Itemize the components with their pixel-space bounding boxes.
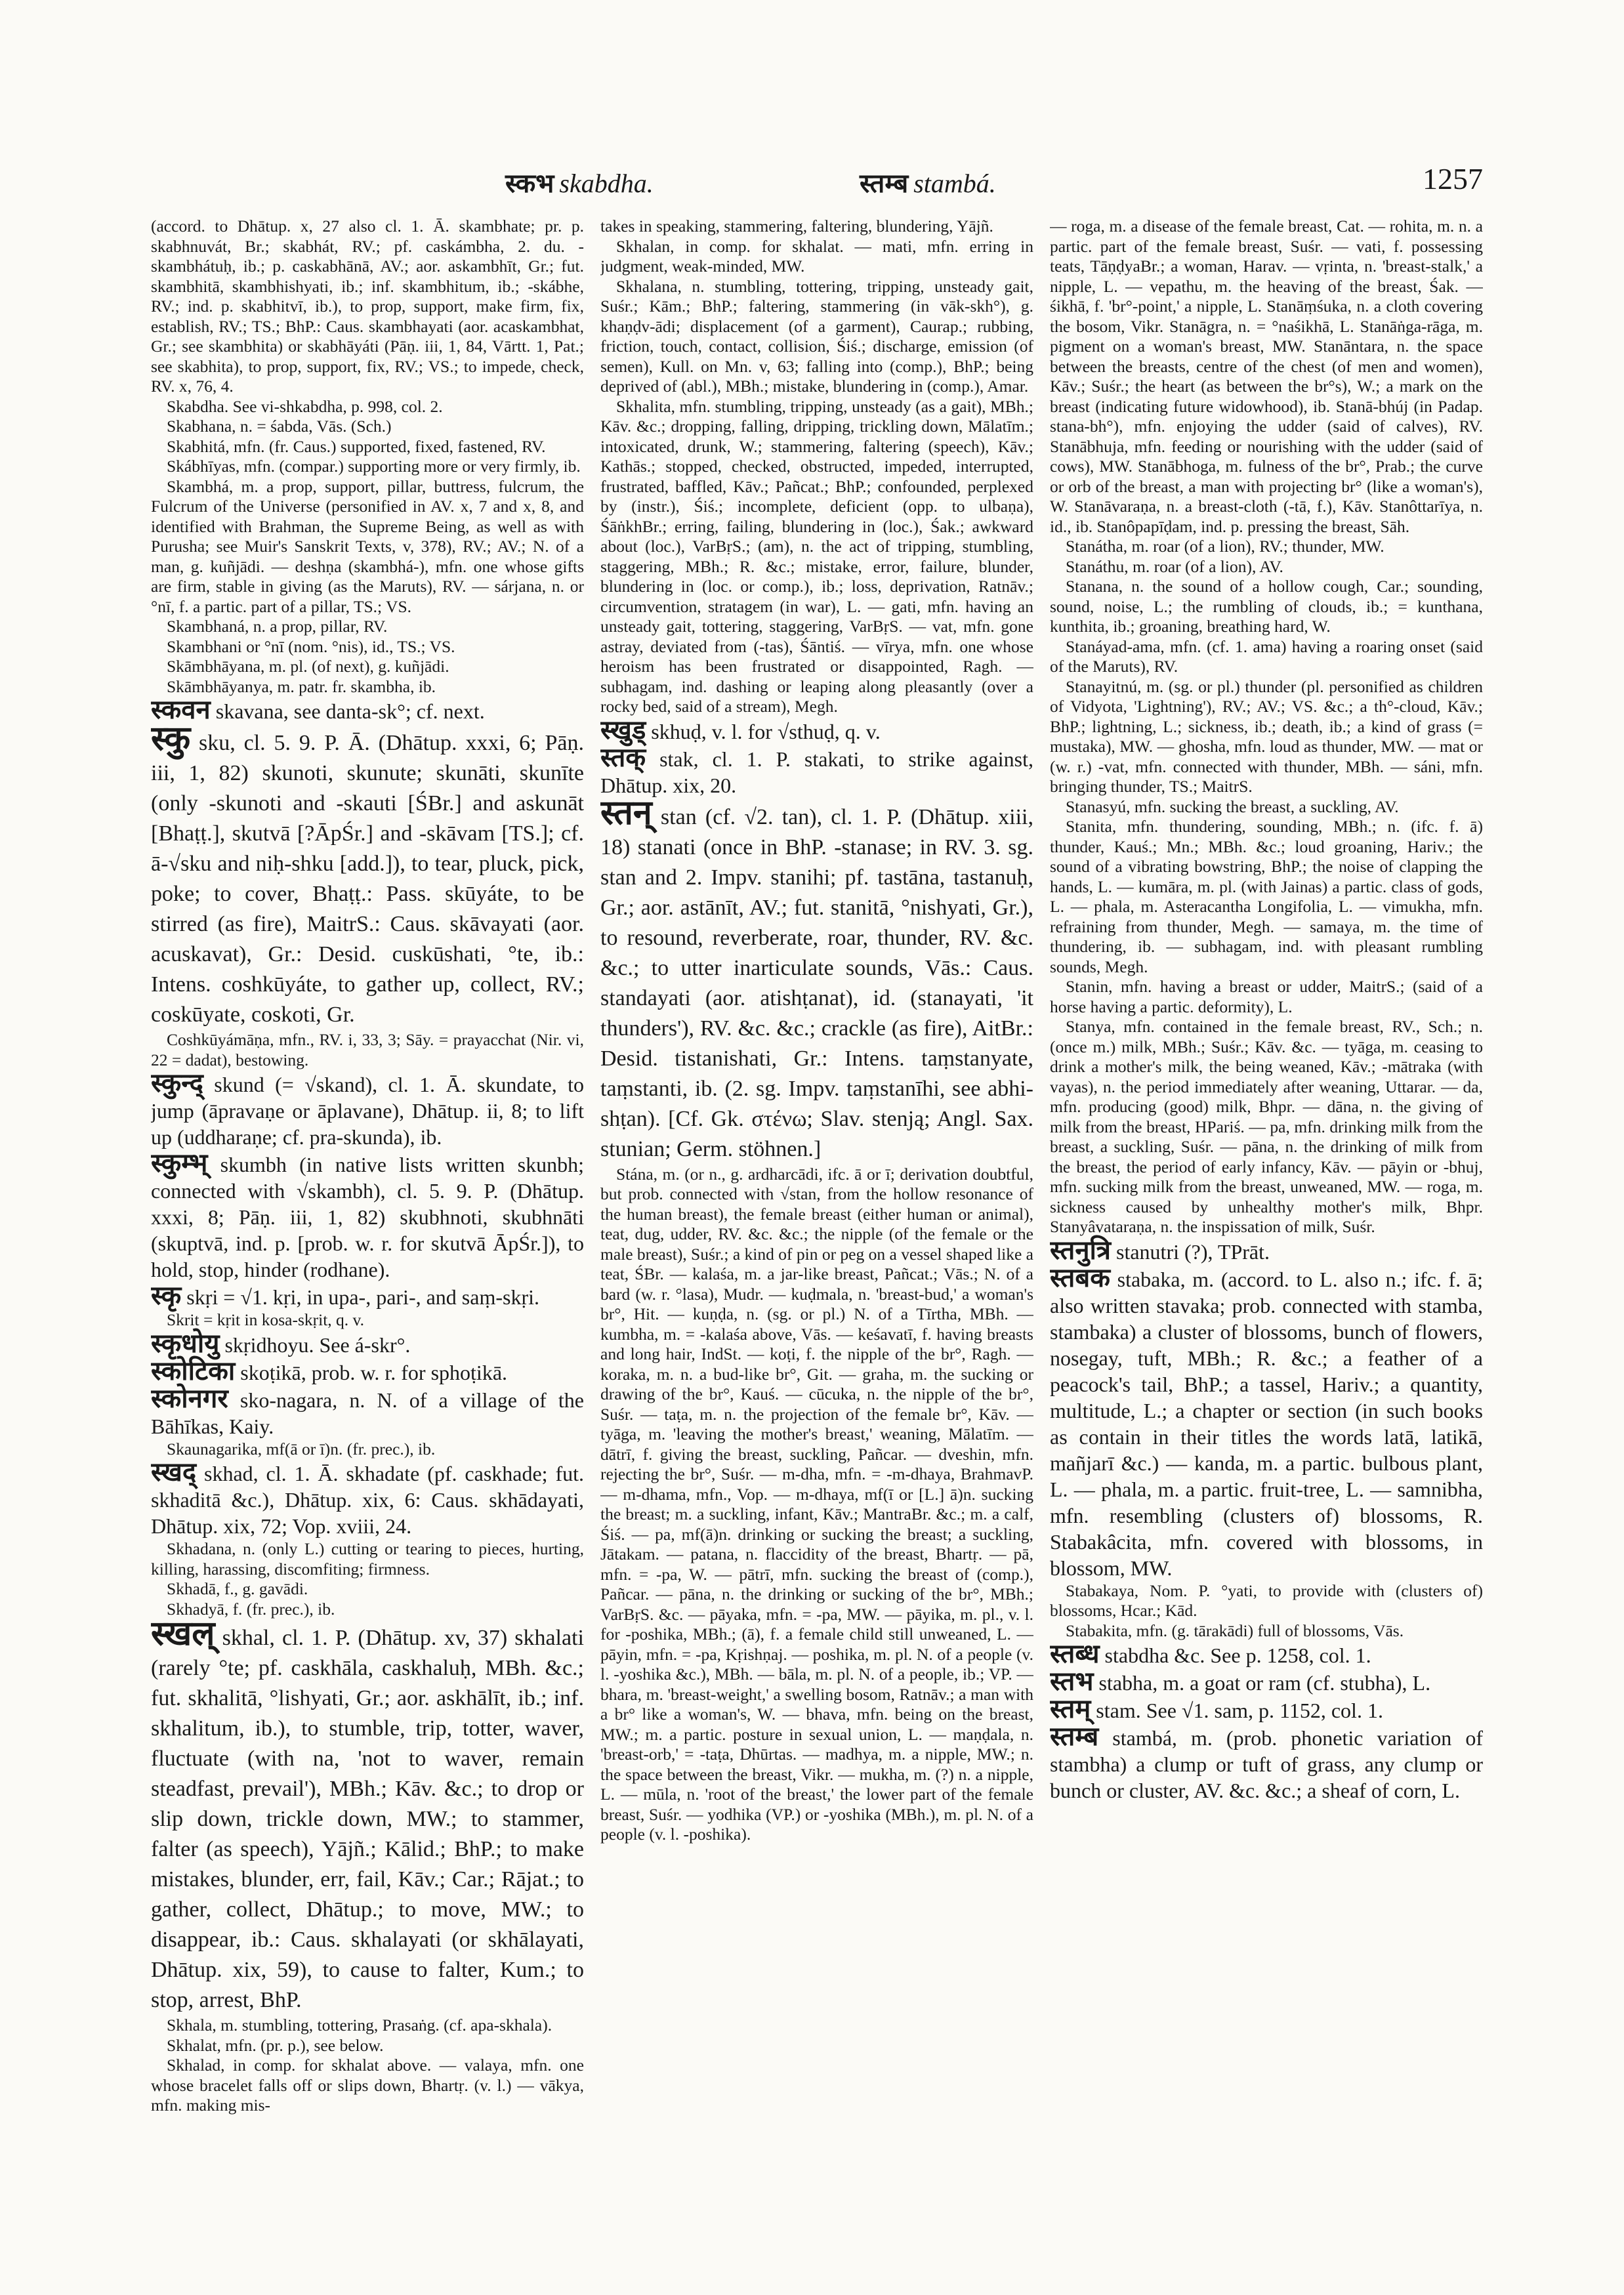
entry-text: Skhalad, in comp. for skhalat above. — valaya, mfn. one whose bracelet falls off or slips down, Bhartṛ. (v. l.) — vākya, mfn. making mis- [151,2056,584,2115]
dictionary-entry [151,720,584,1030]
dictionary-entry [151,2016,584,2036]
entry-text: Skabhitá, mfn. (fr. Caus.) supported, fixed, fastened, RV. [167,436,546,456]
page-number: 1257 [1423,162,1483,196]
dictionary-entry [1050,797,1483,817]
entry-headword-devanagari: स्कोनगर [151,1383,228,1413]
center-headword-latin: stambá. [913,169,996,198]
entry-text: stam. See √1. sam, p. 1152, col. 1. [1091,1699,1383,1722]
entry-headword-devanagari: स्तनुत्रि [1050,1235,1111,1265]
left-headword [505,164,654,200]
entry-text: skhad, cl. 1. Ā. skhadate (pf. caskhade; fut. skhaditā &c.), Dhātup. xix, 6: Caus. skhādayati, Dhātup. xix, 72; Vop. xviii, 24. [151,1462,584,1538]
entry-text: skṛidhoyu. See á-skr°. [219,1333,411,1357]
dictionary-entry [151,617,584,637]
entry-text: skavana, see danta-sk°; cf. next. [210,699,485,723]
dictionary-entry [600,1165,1033,1845]
dictionary-entry [600,397,1033,717]
column-3 [1050,217,1483,2264]
entry-headword-devanagari: स्कृ [151,1281,182,1310]
dictionary-entry [151,477,584,617]
dictionary-entry [151,1615,584,2016]
column-2 [600,217,1033,2264]
entry-text: Stabakita, mfn. (g. tārakādi) full of blossoms, Vās. [1066,1621,1404,1640]
dictionary-entry [600,714,1033,745]
center-headword-devanagari: स्तम्ब [860,169,909,198]
entry-text: stak, cl. 1. P. stakati, to strike against, Dhātup. xix, 20. [600,747,1033,797]
dictionary-entry [151,1283,584,1310]
entry-headword-devanagari: स्कु [151,720,191,758]
entry-text: Skabhana, n. = śabda, Vās. (Sch.) [167,417,392,436]
entry-headword-devanagari: स्खद् [151,1457,197,1487]
dictionary-entry [151,1310,584,1331]
dictionary-entry [1050,1724,1483,1804]
entry-text: stambá, m. (prob. phonetic variation of stambha) a clump or tuft of grass, any clump or bunch or cluster, AV. &c. &c.; a sheaf of corn, L. [1050,1726,1483,1802]
entry-text: Skhalan, in comp. for skhalat. — mati, mfn. erring in judgment, weak-minded, MW. [600,236,1033,276]
dictionary-entry [1050,1237,1483,1265]
entry-text: Skhadana, n. (only L.) cutting or tearing to pieces, hurting, killing, harassing, discomfiting; firmness. [151,1539,584,1579]
dictionary-entry [1050,977,1483,1017]
entry-text: Skāmbhāyanya, m. patr. fr. skambha, ib. [167,676,436,696]
dictionary-entry [151,657,584,677]
entry-text: sku, cl. 5. 9. P. Ā. (Dhātup. xxxi, 6; Pāṇ. iii, 1, 82) skunoti, skunute; skunāti, skunīte (only -skunoti and -skauti [ŚBr.] and askunāt [Bhaṭṭ.], skutvā [?ĀpŚr.] and -skāvam [TS.]; cf. ā-√sku and niḥ-shku [add.]), to tear, pluck, pick, poke; to cover, Bhaṭṭ.: Pass. skūyáte, to be stirred (as fire), MaitrS.: Caus. skāvayati (aor. acuskavat), Gr.: Desid. cuskūshati, °te, ib.: Intens. coshkūyáte, to gather up, collect, RV.; coskūyate, coskoti, Gr. [151,731,584,1027]
entry-text: Stanita, mfn. thundering, sounding, MBh.; n. (ifc. f. ā) thunder, Kauś.; Mn.; MBh. &c.; loud groaning, Hariv.; the sound of a vibrating bowstring, BhP.; the noise of clapping the hands, L. — kumāra, m. pl. (with Jainas) a partic. class of gods, L. — phala, m. Asteracantha Longifolia, L. — vimukha, mfn. refraining from thunder, Megh. — samaya, m. the time of thundering, ib. — subhagam, ind. with pleasant rumbling sounds, Megh. [1050,817,1483,976]
entry-text: skumbh (in native lists written skunbh; connected with √skambh), cl. 5. 9. P. (Dhātup. xxxi, 8; Pāṇ. iii, 1, 82) skubhnoti, skubhnāti (skuptvā, ind. p. [prob. w. r. for skutvā ĀpŚr.]), to hold, stop, hinder (rodhane). [151,1153,584,1281]
dictionary-entry [1050,637,1483,677]
entry-text: takes in speaking, stammering, faltering, blundering, Yājñ. [600,217,993,236]
entry-text: Stanátha, m. roar (of a lion), RV.; thunder, MW. [1066,537,1385,556]
dictionary-entry [600,237,1033,277]
entry-text: Skambhani or °nī (nom. °nis), id., TS.; VS. [167,636,455,656]
entry-text: stabdha &c. See p. 1258, col. 1. [1099,1644,1371,1667]
entry-text: Skhadyā, f. (fr. prec.), ib. [167,1599,335,1619]
entry-text: Skaunagarika, mf(ā or ī)n. (fr. prec.), ib. [167,1439,436,1458]
dictionary-entry [1050,1581,1483,1621]
entry-text: Skāmbhāyana, m. pl. (of next), g. kuñjādi. [167,657,449,676]
dictionary-entry [151,1328,584,1358]
entry-text: Skhala, m. stumbling, tottering, Prasaṅg. (cf. apa-skhala). [167,2016,552,2035]
dictionary-entry [151,1383,584,1439]
dictionary-entry [600,277,1033,397]
entry-headword-devanagari: स्तबक [1050,1262,1110,1292]
dictionary-entry [151,437,584,457]
dictionary-entry [1050,217,1483,537]
entry-text: sko-nagara, n. N. of a village of the Bāhīkas, Kaiy. [151,1388,584,1438]
dictionary-entry [151,2056,584,2116]
dictionary-entry [151,637,584,657]
dictionary-entry [151,1030,584,1070]
dictionary-entry [1050,1668,1483,1696]
entry-text: skṛi = √1. kṛi, in upa-, pari-, and saṃ-skṛi. [181,1285,539,1309]
entry-text: skund (= √skand), cl. 1. Ā. skundate, to jump (āpravaṇe or āplavane), Dhātup. ii, 8; to lift up (uddharaṇe; cf. pra-skunda), ib. [151,1073,584,1149]
dictionary-entry [151,1070,584,1150]
dictionary-entry [1050,1641,1483,1668]
entry-text: Skábhīyas, mfn. (compar.) supporting more or very firmly, ib. [167,457,581,476]
entry-text: stan (cf. √2. tan), cl. 1. P. (Dhātup. xiii, 18) stanati (once in BhP. -stanase; in RV. 3. sg. stan and 2. Impv. stanihi; pf. tastāna, tastanuḥ, Gr.; aor. astānīt, AV.; fut. stanitā, °nishyati, Gr.), to resound, reverberate, roar, thunder, RV. &c. &c.; to utter inarticulate sounds, Vās.: Caus. standayati (aor. atishṭanat), id. (stanayati, 'it thunders'), RV. &c. &c.; crackle (as fire), AitBr.: Desid. tistanishati, Gr.: Intens. taṃstanyate, taṃstanti, ib. (2. sg. Impv. taṃstanīhi, see abhi-shṭan). [Cf. Gk. στένω; Slav. stenją; Angl. Sax. stunian; Germ. stöhnen.] [600,804,1033,1161]
entry-headword-devanagari: स्कुम्भ् [151,1148,208,1178]
entry-text: Stanana, n. the sound of a hollow cough, Car.; sounding, sound, noise, L.; the rumbling of clouds, ib.; = kunthana, kunthita, ib.; groaning, breathing hard, W. [1050,577,1483,636]
entry-headword-devanagari: स्कृधोयु [151,1328,220,1358]
entry-headword-devanagari: स्कुन्द् [151,1068,203,1098]
entry-text: skoṭikā, prob. w. r. for sphoṭikā. [235,1360,508,1384]
entry-headword-devanagari: स्तक् [600,742,646,772]
dictionary-entry [1050,537,1483,557]
dictionary-entry [151,397,584,417]
dictionary-entry [151,2036,584,2056]
dictionary-entry [1050,1262,1483,1581]
left-headword-devanagari: स्कभ [505,169,554,198]
dictionary-entry [1050,1696,1483,1724]
entry-text: Skabdha. See vi-shkabdha, p. 998, col. 2. [167,396,443,416]
dictionary-entry [151,677,584,697]
dictionary-entry [600,217,1033,237]
entry-text: Stanasyú, mfn. sucking the breast, a suckling, AV. [1066,796,1399,816]
entry-headword-devanagari: स्तन् [600,794,652,832]
entry-text: Skrit = kṛit in kosa-skṛit, q. v. [167,1310,365,1329]
entry-text: (accord. to Dhātup. x, 27 also cl. 1. Ā. skambhate; pr. p. skabhnuvát, Br.; skabhát, RV.; pf. caskámbha, 2. du. -skambhátuḥ, ib.; p. caskabhānā, AV.; aor. askambhīt, Gr.; fut. skambhitā, skambhishyati, ib.; inf. skambhitum, ib.; -skábhe, RV.; ind. p. skabhitvī, ib.), to prop, support, make firm, fix, establish, RV.; TS.; BhP.: Caus. skambhayati (aor. acaskambhat, Gr.; see skambhita) or skabhāyáti (Pāṇ. iii, 1, 84, Vārtt. 1, Pat.; see skabhita), to prop, support, fix, RV.; VS.; to impede, check, RV. x, 76, 4. [151,217,584,396]
entry-text: Stanayitnú, m. (sg. or pl.) thunder (pl. personified as children of Vidyota, 'Lightning'), RV.; AV.; VS. &c.; a th°-cloud, Kāv.; BhP.; lightning, L.; sickness, ib.; death, ib.; a kind of grass (= mustaka), MW. — ghosha, mfn. loud as thunder, MW. — mat or (w. r.) -vat, mfn. connected with thunder, MBh. — sáni, mfn. bringing thunder, TS.; MaitrS. [1050,676,1483,796]
dictionary-entry [151,1150,584,1283]
entry-text: Skhadā, f., g. gavādi. [167,1579,308,1598]
entry-text: Skambhaná, n. a prop, pillar, RV. [167,617,388,636]
entry-headword-devanagari: स्खल् [151,1615,215,1653]
entry-text: Skhalita, mfn. stumbling, tripping, unsteady (as a gait), MBh.; Kāv. &c.; dropping, falling, dripping, trickling down, Mālatīm.; intoxicated, drunk, W.; stammering, faltering (speech), Kāv.; Kathās.; stopped, checked, obstructed, impeded, interrupted, frustrated, baffled, Kāv.; Pañcat.; BhP.; confounded, perplexed by (instr.), Śiś.; incomplete, deficient (opp. to ulbaṇa), ŚāṅkhBr.; erring, failing, blundering in (loc.), Śak.; awkward about (loc.), VarBṛS.; (am), n. the act of tripping, stumbling, staggering, MBh.; R. &c.; mistake, error, failure, blunder, blundering in (loc. or comp.), ib.; loss, deprivation, Ratnāv.; circumvention, stratagem (in war), L. — gati, mfn. having an unsteady gait, tottering, staggering, VarBṛS. — vat, mfn. gone astray, deviated from (-tas), Śāntiś. — vīrya, mfn. one whose heroism has been frustrated or disappointed, Ragh. — subhagam, ind. dashing or leaping along pleasantly (over a rocky bed, said of a stream), Megh. [600,396,1033,716]
entry-text: Stabakaya, Nom. P. °yati, to provide with (clusters of) blossoms, Hcar.; Kād. [1050,1581,1483,1620]
entry-headword-devanagari: स्तम्ब [1050,1722,1099,1751]
dictionary-entry [1050,1621,1483,1642]
dictionary-entry [600,794,1033,1165]
dictionary-entry [151,457,584,477]
center-headword [860,164,996,200]
entry-text: skhuḍ, v. l. for √sthuḍ, q. v. [646,719,881,743]
dictionary-entry [151,1539,584,1579]
entry-text: Stanáthu, m. roar (of a lion), AV. [1066,556,1283,576]
entry-headword-devanagari: स्तब्ध [1050,1639,1100,1668]
entry-headword-devanagari: स्तम् [1050,1694,1091,1724]
dictionary-entry [600,742,1033,798]
entry-text: skhal, cl. 1. P. (Dhātup. xv, 37) skhalati (rarely °te; pf. caskhāla, caskhaluḥ, MBh. &c.; fut. skhalitā, °lishyati, Gr.; aor. askhālīt, ib.; inf. skhalitum, ib.), to stumble, trip, totter, waver, fluctuate (with na, 'not to waver, remain steadfast, prevail'), MBh.; Kāv. &c.; to drop or slip down, trickle down, MW.; to stammer, falter (as speech), Yājñ.; Kālid.; BhP.; to make mistakes, blunder, err, fail, Kāv.; Car.; Rājat.; to gather, collect, Dhātup.; to move, MW.; to disappear, ib.: Caus. skhalayati (or skhālayati, Dhātup. xix, 59), to cause to falter, Kum.; to stop, arrest, BhP. [151,1626,584,2012]
column-1 [151,217,584,2264]
dictionary-entry [151,1600,584,1620]
left-headword-latin: skabdha. [559,169,654,198]
entry-text: Coshkūyámāṇa, mfn., RV. i, 33, 3; Sāy. = prayacchat (Nir. vi, 22 = dadat), bestowing. [151,1030,584,1069]
entry-text: stabaka, m. (accord. to L. also n.; ifc. f. ā; also written stavaka; prob. connected with stamba, stambaka) a cluster of blossoms, bunch of flowers, nosegay, tuft, MBh.; R. &c.; a feather of a peacock's tail, BhP.; a tassel, Hariv.; a quantity, multitude, L.; a chapter or section (in such books as contain in their titles the words latā, latikā, mañjarī &c.) — kanda, m. a partic. bulbous plant, L. — phala, m. a partic. fruit-tree, L. — samnibha, mfn. resembling (clusters of) blossoms, R. Stabakâcita, mfn. covered with blossoms, in blossom, MW. [1050,1267,1483,1580]
entry-text: Stanin, mfn. having a breast or udder, MaitrS.; (said of a horse having a partic. deformity), L. [1050,977,1483,1016]
dictionary-entry [151,1459,584,1539]
dictionary-entry [1050,577,1483,637]
page-header [151,157,1483,210]
entry-headword-devanagari: स्कवन [151,695,211,724]
entry-text: Stána, m. (or n., g. ardharcādi, ifc. ā or ī; derivation doubtful, but prob. connected with √stan, from the hollow resonance of the human breast), the female breast (either human or animal), teat, dug, udder, RV. &c. &c.; the nipple (of the female or the male breast), Suśr.; a kind of pin or peg on a vessel shaped like a teat, ŚBr. — kalaśa, m. a jar-like breast, Pañcat.; Vās.; N. of a bard (w. r. °lasa), Mudr. — kuḍmala, n. 'breast-bud,' a woman's br°, Hit. — kuṇḍa, n. (sg. or pl.) N. of a Tīrtha, MBh. — kumbha, m. = -kalaśa above, Vās. — keśavatī, f. having breasts and long hair, IndSt. — koṭi, f. the nipple of the br°, Ragh. — koraka, m. n. a bud-like br°, Git. — graha, m. the sucking or drawing of the br°, Kauś. — cūcuka, n. the nipple of the br°, Suśr. — taṭa, m. n. the projection of the female br°, Kāv. — tyāga, m. 'leaving the mother's breast,' weaning, Mālatīm. — dātrī, f. giving the breast, suckling, Pañcar. — dveshin, mfn. rejecting the br°, Suśr. — m-dha, mfn. = -m-dhaya, BrahmavP. — m-dhama, mfn., Vop. — m-dhaya, mf(ī or [L.] ā)n. sucking the breast; m. a suckling, infant, Kāv.; MantraBr. &c.; m. a calf, Śiś. — pa, mf(ā)n. drinking or sucking the breast; a suckling, Jātakam. — patana, n. flaccidity of the breast, Bhartṛ. — pā, mfn. = -pa, W. — pātrī, mfn. sucking the breast of (comp.), Pañcar. — pāna, n. the drinking or sucking of the br°, MBh.; VarBṛS. &c. — pāyaka, mfn. = -pa, MW. — pāyika, m. pl., v. l. for -poshika, MBh.; (ā), f. a female child still unweaned, L. — pāyin, mfn. = -pa, Kṛishṇaj. — poshika, m. pl. N. of a people (v. l. -yoshika &c.), MBh. — bāla, m. pl. N. of a people, ib.; VP. — bhara, m. 'breast-weight,' a swelling bosom, Ratnāv.; a man with a br° like a woman's, W. — bhava, mfn. being on the breast, MW.; m. a partic. posture in sexual union, L. — maṇḍala, n. 'breast-orb,' = -taṭa, Dhūrtas. — madhya, m. a nipple, MW.; n. the space between the breast, Vikr. — mukha, m. (?) n. a nipple, L. — mūla, n. 'root of the breast,' the lower part of the female breast, Suśr. — yodhika (VP.) or -yoshika (MBh.), m. pl. N. of a people (v. l. -poshika). [600,1164,1033,1844]
entry-headword-devanagari: स्तभ [1050,1666,1094,1696]
text-columns [151,217,1483,2264]
entry-text: stanutri (?), TPrāt. [1111,1239,1270,1264]
dictionary-entry [151,417,584,437]
dictionary-entry [151,1579,584,1600]
entry-text: stabha, m. a goat or ram (cf. stubha), L. [1093,1671,1431,1695]
dictionary-entry [151,217,584,397]
entry-text: Stanya, mfn. contained in the female breast, RV., Sch.; n. (once m.) milk, MBh.; Suśr.; Kāv. &c. — tyāga, m. ceasing to drink a mother's milk, the being weaned, Kāv.; -mātraka (with vayas), n. the period immediately after weaning, Uttarar. — da, mfn. producing (good) milk, Bhpr. — dāna, n. the giving of milk from the breast, HPariś. — pa, mfn. drinking milk from the breast, a suckling, Suśr. — pāna, n. the drinking of milk from the breast, the period of early infancy, Kāv. — pāyin or -bhuj, mfn. sucking milk from the breast, unweaned, MW. — roga, m. sickness caused by unhealthy mother's milk, Bhpr. Stanyâvataraṇa, n. the inspissation of milk, Suśr. [1050,1017,1483,1236]
dictionary-entry [151,697,584,724]
entry-text: Skambhá, m. a prop, support, pillar, buttress, fulcrum, the Fulcrum of the Universe (personified in AV. x, 7 and x, 8, and identified with Brahman, the Supreme Being, as well as with Purusha; see Muir's Sanskrit Texts, v, 378), RV.; AV.; N. of a man, g. kuñjādi. — deshṇa (skambhá-), mfn. one whose gifts are firm, stable in giving (as the Maruts), RV. — sárjana, n. or °nī, f. a partic. part of a pillar, TS.; VS. [151,476,584,616]
dictionary-entry [1050,1017,1483,1237]
dictionary-entry [1050,557,1483,577]
entry-headword-devanagari: स्कोटिका [151,1355,236,1386]
dictionary-entry [151,1439,584,1460]
dictionary-entry [1050,677,1483,797]
dictionary-entry [1050,817,1483,977]
entry-text: Stanáyad-ama, mfn. (cf. 1. ama) having a roaring onset (said of the Maruts), RV. [1050,636,1483,676]
entry-text: Skhalat, mfn. (pr. p.), see below. [167,2035,384,2055]
entry-headword-devanagari: स्खुड् [600,714,646,745]
entry-text: — roga, m. a disease of the female breast, Cat. — rohita, m. n. a partic. part of the female breast, Suśr. — vati, f. possessing teats, TāṇḍyaBr.; a woman, Harav. — vṛinta, n. 'breast-stalk,' a nipple, L. — vepathu, m. the heaving of the breast, Śak. — śikhā, f. 'br°-point,' a nipple, L. Stanāṃśuka, n. a cloth covering the bosom, Vikr. Stanāgra, n. = °naśikhā, L. Stanāṅga-rāga, m. pigment on a woman's breast, MW. Stanāntara, n. the space between the breasts, centre of the chest (of men and women), Kāv.; Suśr.; the heart (as between the br°s), W.; a mark on the breast (indicating future widowhood), ib. Stanā-bhúj (in Padap. stana-bh°), mfn. enjoying the udder (said of calves), RV. Stanābhuja, mfn. feeding or nourishing with the udder (said of cows), MW. Stanābhoga, m. fulness of the br°, Prab.; the curve or orb of the breast, a man with projecting br° (like a woman's), W. Stanāvaraṇa, n. a breast-cloth (-tā, f.), Kāv. Stanôttarīya, n. id., ib. Stanôpapīḍam, ind. p. pressing the breast, Sāh. [1050,217,1483,536]
entry-text: Skhalana, n. stumbling, tottering, tripping, unsteady gait, Suśr.; Kām.; BhP.; faltering, stammering (in vāk-skh°), g. khaṇḍv-ādi; displacement (of a garment), Caurap.; rubbing, friction, touch, contact, collision, Śiś.; discharge, emission (of semen), Kull. on Mn. v, 63; falling into (comp.), BhP.; being deprived of (abl.), MBh.; mistake, blundering in (comp.), Amar. [600,276,1033,396]
dictionary-entry [151,1355,584,1386]
